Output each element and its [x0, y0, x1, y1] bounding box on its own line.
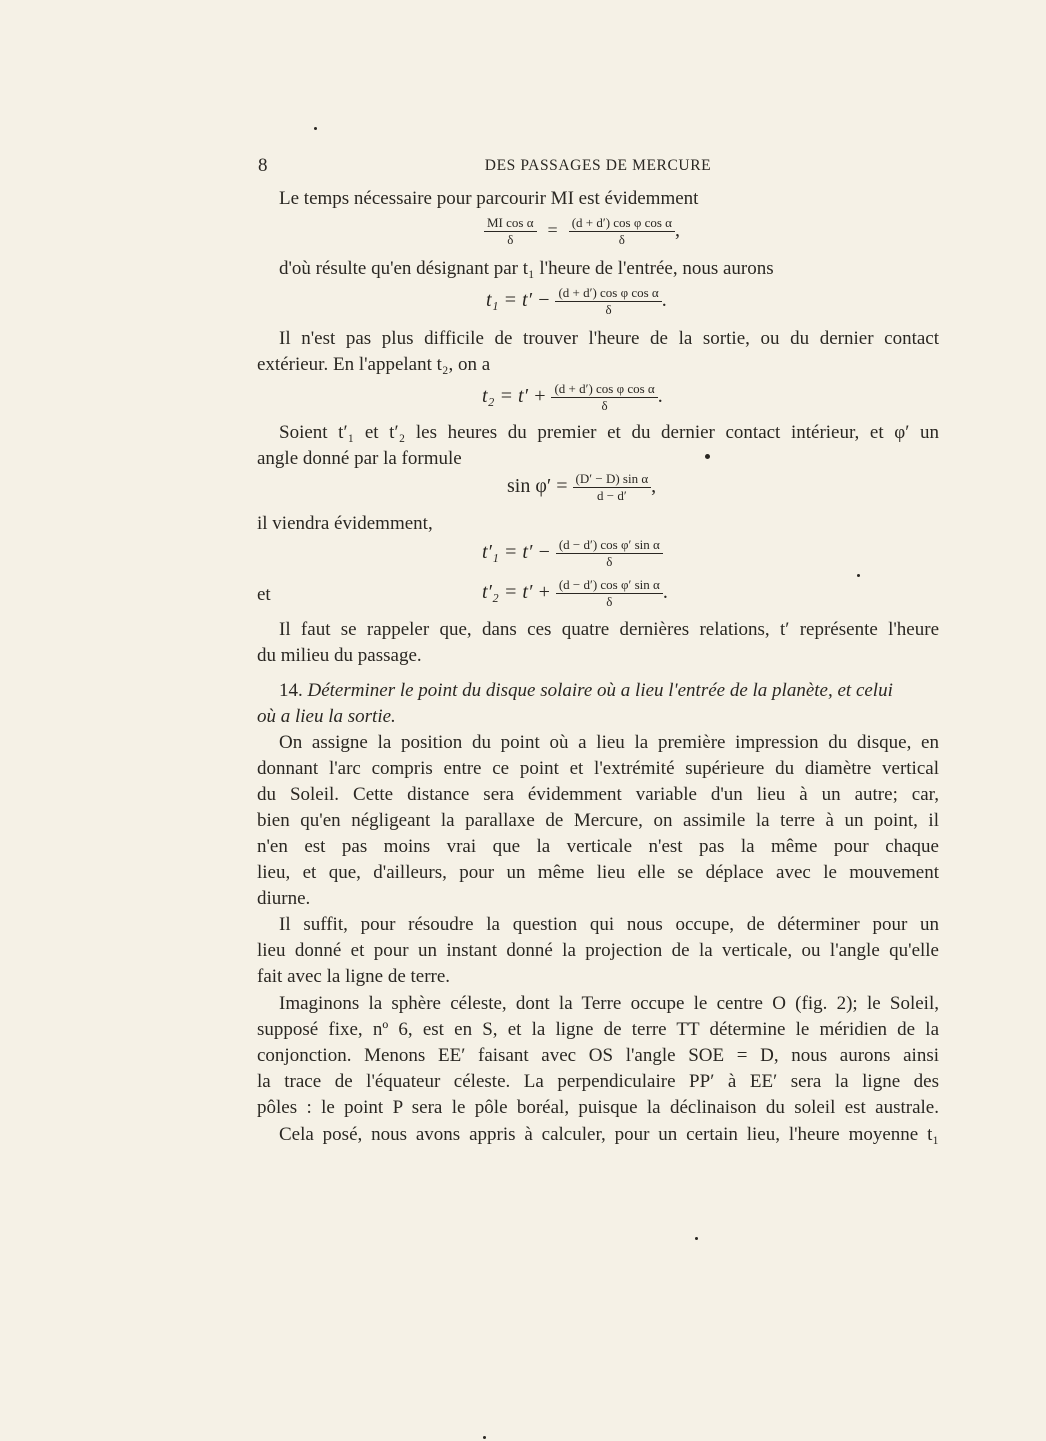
paragraph-line: Le temps nécessaire pour parcourir MI est évidemment — [279, 188, 699, 209]
fraction: $\frac{\text{(d − d′) cos φ′ sin α}}{\delta}$ — [556, 578, 663, 609]
equation-3: t₂ = t′ + $\frac{\text{(d + d′) cos φ cos α}}{\delta}$ . — [482, 381, 663, 413]
paragraph-line: la trace de l'équateur céleste. La perpendiculaire PP′ à EE′ sera la ligne des — [257, 1071, 939, 1092]
paragraph-line: d'où résulte qu'en désignant par t₁ l'heure de l'entrée, nous aurons — [279, 258, 774, 279]
paragraph-line: extérieur. En l'appelant t₂, on a — [257, 354, 491, 375]
paragraph-line: On assigne la position du point où a lieu la première impression du disque, en — [279, 732, 939, 753]
paragraph-line: fait avec la ligne de terre. — [257, 966, 451, 987]
paragraph-line: Imaginons la sphère céleste, dont la Terre occupe le centre O (fig. 2); le Soleil, — [279, 993, 939, 1014]
paragraph-line: du milieu du passage. — [257, 645, 422, 666]
paragraph-line: du Soleil. Cette distance sera évidemment variable d'un lieu à un autre; car, — [257, 784, 939, 805]
paper-speck — [695, 1237, 698, 1240]
equation-5: t′₁ = t′ − $\frac{\text{(d − d′) cos φ′ sin α}}{\delta}$ — [482, 538, 663, 569]
equation-1: $\frac{\text{MI cos α}}{\delta}$ = $\frac{\text{(d + d′) cos φ cos α}}{\delta}$ , — [484, 216, 680, 247]
paragraph-line: lieu, et que, d'ailleurs, pour un même lieu elle se déplace avec le mouvement — [257, 862, 939, 883]
running-title: DES PASSAGES DE MERCURE — [484, 157, 712, 174]
section-title: Déterminer le point du disque solaire où a lieu l'entrée de la planète, et celui — [307, 680, 893, 701]
paragraph-line: n'en est pas moins vrai que la verticale n'est pas la même pour chaque — [257, 836, 939, 857]
paragraph-line: angle donné par la formule — [257, 448, 462, 469]
fraction: $\frac{\text{(d + d′) cos φ cos α}}{\delta}$ — [555, 286, 661, 317]
paper-speck — [314, 127, 317, 130]
paragraph-line: Il faut se rappeler que, dans ces quatre dernières relations, t′ représente l'heure — [279, 619, 939, 640]
paragraph-line: Il suffit, pour résoudre la question qui nous occupe, de déterminer pour un — [279, 914, 939, 935]
paragraph-line: donnant l'arc compris entre ce point et l'extrémité supérieure du diamètre vertical — [257, 758, 939, 779]
paragraph-line: Cela posé, nous avons appris à calculer, pour un certain lieu, l'heure moyenne t₁ — [279, 1124, 939, 1145]
paragraph-line: pôles : le point P sera le pôle boréal, puisque la déclinaison du soleil est australe. — [257, 1097, 939, 1118]
fraction: $\frac{\text{(D′ − D) sin α}}{d - d'}$ — [573, 472, 652, 503]
paper-speck — [857, 574, 860, 577]
paragraph-line: et — [257, 584, 271, 605]
fraction: $\frac{\text{(d + d′) cos φ cos α}}{\delta}$ — [551, 382, 657, 413]
fraction: $\frac{\text{MI cos α}}{\delta}$ — [484, 216, 537, 247]
paragraph-line: Soient t′₁ et t′₂ les heures du premier et du dernier contact intérieur, et φ′ un — [279, 422, 939, 443]
fraction: $\frac{\text{(d − d′) cos φ′ sin α}}{\delta}$ — [556, 538, 663, 569]
paragraph-line: Il n'est pas plus difficile de trouver l'heure de la sortie, ou du dernier contact — [279, 328, 939, 349]
equation-2: t₁ = t′ − $\frac{\text{(d + d′) cos φ cos α}}{\delta}$ . — [486, 285, 667, 317]
page-number: 8 — [258, 155, 268, 176]
fraction: $\frac{\text{(d + d′) cos φ cos α}}{\delta}$ — [569, 216, 675, 247]
section-number: 14. — [279, 680, 303, 701]
section-heading — [279, 678, 939, 704]
paragraph-line: supposé fixe, nº 6, est en S, et la ligne de terre TT détermine le méridien de la — [257, 1019, 939, 1040]
paragraph-line: il viendra évidemment, — [257, 513, 433, 534]
paragraph-line: diurne. — [257, 888, 311, 909]
paragraph-line: conjonction. Menons EE′ faisant avec OS l'angle SOE = D, nous aurons ainsi — [257, 1045, 939, 1066]
section-heading-continued: où a lieu la sortie. — [257, 706, 396, 727]
equation-6: t′₂ = t′ + $\frac{\text{(d − d′) cos φ′ sin α}}{\delta}$ . — [482, 577, 668, 609]
equation-4: sin φ′ = $\frac{\text{(D′ − D) sin α}}{d - d'}$ , — [507, 471, 657, 503]
paragraph-line: bien qu'en négligeant la parallaxe de Mercure, on assimile la terre à un point, il — [257, 810, 939, 831]
paper-speck — [483, 1436, 486, 1439]
paragraph-line: lieu donné et pour un instant donné la projection de la verticale, ou l'angle qu'elle — [257, 940, 939, 961]
paper-speck — [705, 454, 710, 459]
